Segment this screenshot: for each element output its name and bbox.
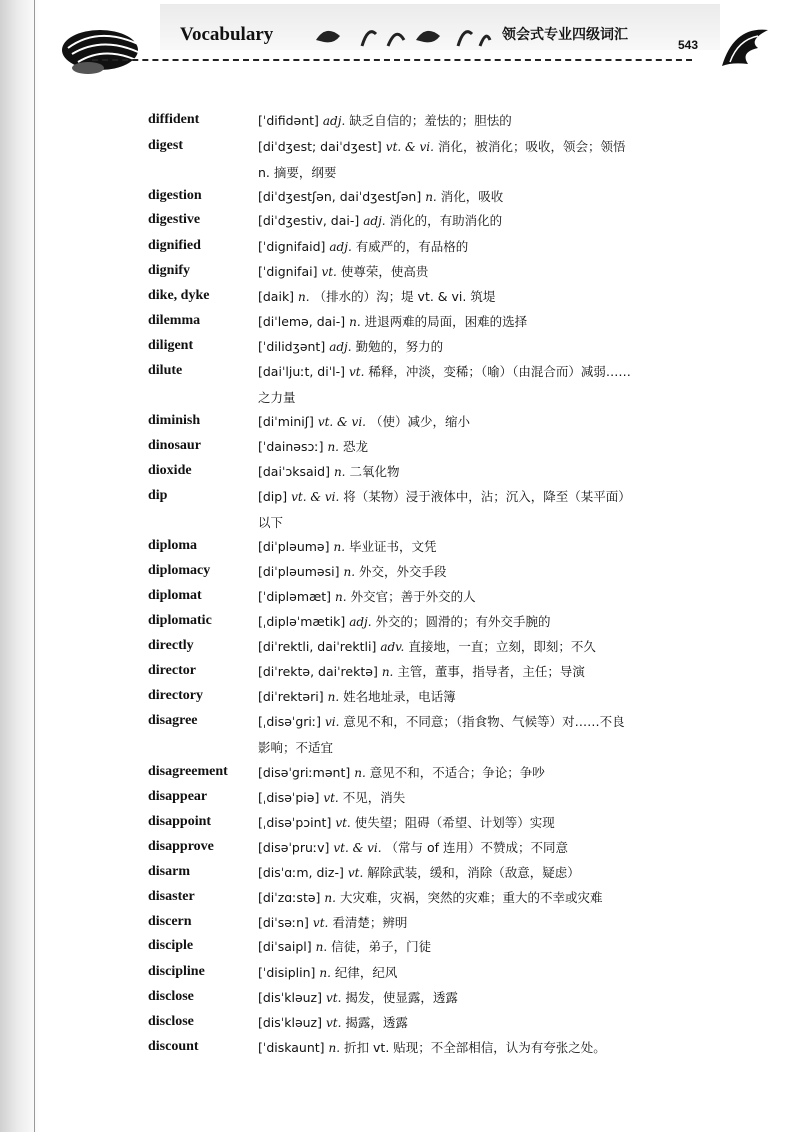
entry-definition	[258, 910, 718, 936]
entry-part-of-speech: vt.	[323, 791, 339, 805]
entry-phonetic: [diˈzɑːstə]	[258, 890, 321, 905]
entry-phonetic: [ˈdiskaunt]	[258, 1040, 325, 1055]
entry-definition	[258, 284, 718, 310]
entry-meaning: 恐龙	[342, 439, 368, 454]
entry-part-of-speech: n.	[425, 190, 437, 204]
entry-meaning: 使失望；阻碍（希望、计划等）实现	[354, 815, 555, 830]
entry-meaning: 消化，吸收	[440, 189, 504, 204]
entry-part-of-speech: adj.	[329, 240, 352, 254]
entry-word: disarm	[148, 864, 190, 879]
entry-meaning: 进退两难的局面，困难的选择	[364, 314, 528, 329]
entry-word: diploma	[148, 538, 198, 553]
entry-phonetic: [daiˈljuːt, diˈl-]	[258, 364, 346, 379]
entry-meaning: 消化的，有助消化的	[389, 213, 503, 228]
entry-word: diminish	[148, 413, 201, 428]
entry-definition	[258, 609, 718, 635]
entry-word: discern	[148, 914, 192, 929]
entry-meaning: 纪律，纪风	[334, 965, 398, 980]
entry-word: disciple	[148, 938, 194, 953]
entry-meaning: 揭露，透露	[345, 1015, 408, 1030]
entry-definition	[258, 434, 718, 460]
entry-part-of-speech: n.	[335, 590, 347, 604]
entry-definition	[258, 208, 718, 234]
entry-phonetic: [disəˈpruːv]	[258, 840, 330, 855]
entry-part-of-speech: n.	[298, 290, 310, 304]
entry-part-of-speech: vi.	[324, 715, 340, 729]
entry-part-of-speech: n.	[327, 690, 340, 704]
entry-phonetic: [ˌdisəˈpɔint]	[258, 815, 332, 830]
entry-meaning: （使）减少，缩小	[369, 414, 470, 429]
header-title: Vocabulary	[180, 24, 274, 45]
wing-ornament-icon	[718, 22, 770, 78]
entry-phonetic: [ˈdignifai]	[258, 264, 318, 279]
entry-word: digest	[148, 138, 183, 153]
entry-part-of-speech: vt.	[312, 916, 329, 930]
entry-part-of-speech: vt. & vi.	[333, 841, 382, 855]
entry-phonetic: [daiˈɔksaid]	[258, 464, 330, 479]
entry-phonetic: [daik]	[258, 289, 295, 304]
entry-part-of-speech: adj.	[363, 214, 386, 228]
entry-word: disagree	[148, 713, 198, 728]
entry-word: director	[148, 663, 196, 678]
entry-word: digestion	[148, 188, 202, 203]
entry-definition	[258, 835, 718, 861]
entry-definition	[258, 184, 718, 210]
entry-definition	[258, 885, 718, 911]
entry-part-of-speech: vt.	[325, 1016, 342, 1030]
entry-word: dignified	[148, 238, 201, 253]
entry-phonetic: [ˈdipləmæt]	[258, 589, 332, 604]
entry-part-of-speech: n.	[328, 1041, 341, 1055]
entry-definition	[258, 359, 718, 410]
entry-phonetic: [diˈpləumə]	[258, 539, 330, 554]
entry-part-of-speech: n.	[354, 766, 366, 780]
entry-meaning: 信徒，弟子，门徒	[331, 939, 432, 954]
entry-word: disclose	[148, 989, 194, 1004]
entry-part-of-speech: adj.	[322, 114, 346, 128]
entry-part-of-speech: vt.	[321, 265, 337, 279]
entry-definition	[258, 684, 718, 710]
entry-phonetic: [diˈrektə, daiˈrektə]	[258, 664, 378, 679]
entry-meaning: 主管，董事，指导者，主任；导演	[397, 664, 585, 679]
page-number: 543	[678, 38, 699, 52]
entry-meaning: （常与 of 连用）不赞成；不同意	[385, 840, 569, 855]
entry-phonetic: [diˈpləuməsi]	[258, 564, 340, 579]
entry-word: disappear	[148, 789, 208, 804]
swirl-ornament-icon	[312, 20, 492, 50]
entry-part-of-speech: vt.	[347, 866, 364, 880]
entry-definition	[258, 785, 718, 811]
entry-meaning: 勤勉的，努力的	[355, 339, 444, 354]
entry-word: discount	[148, 1039, 199, 1054]
entry-phonetic: [diˈlemə, dai-]	[258, 314, 346, 329]
entry-part-of-speech: adj.	[349, 615, 372, 629]
entry-word: dike, dyke	[148, 288, 210, 303]
entry-definition	[258, 1035, 718, 1061]
entry-part-of-speech: n.	[319, 966, 331, 980]
entry-part-of-speech: vt.	[325, 991, 342, 1005]
entry-phonetic: [disəˈgriːmənt]	[258, 765, 351, 780]
entry-phonetic: [diˈrektli, daiˈrektli]	[258, 639, 377, 654]
entry-part-of-speech: vt. & vi.	[385, 140, 434, 154]
entry-meaning: 二氧化物	[349, 464, 400, 479]
entry-word: diplomatic	[148, 613, 212, 628]
entry-word: diligent	[148, 338, 194, 353]
entry-part-of-speech: n.	[324, 891, 336, 905]
entry-meaning: 解除武装，缓和，消除（敌意，疑虑）	[367, 865, 580, 880]
entry-meaning: 看清楚；辨明	[332, 915, 408, 930]
entry-meaning: 毕业证书，文凭	[349, 539, 437, 554]
entry-word: discipline	[148, 964, 205, 979]
entry-meaning: 不见，消失	[342, 790, 406, 805]
entry-definition	[258, 985, 718, 1011]
entry-phonetic: [ˌdipləˈmætik]	[258, 614, 346, 629]
entry-meaning: 直接地，一直；立刻，即刻；不久	[408, 639, 596, 654]
entry-definition	[258, 659, 718, 685]
header-subtitle: 领会式专业四级词汇	[502, 27, 628, 43]
page-header	[50, 0, 770, 78]
entry-definition	[258, 334, 718, 360]
entry-part-of-speech: n.	[343, 565, 356, 579]
entry-part-of-speech: n.	[333, 540, 346, 554]
entry-part-of-speech: vt.	[349, 365, 365, 379]
header-dashed-rule	[92, 59, 692, 61]
entry-phonetic: [ˈdainəsɔː]	[258, 439, 324, 454]
entry-word: diplomacy	[148, 563, 211, 578]
entry-word: disapprove	[148, 839, 214, 854]
entry-meaning: （排水的）沟；堤 vt. & vi. 筑堤	[313, 289, 496, 304]
entry-definition	[258, 234, 718, 260]
entry-definition	[258, 559, 718, 585]
entry-meaning: 将（某物）浸于液体中，沾；沉入，降至（某平面）	[343, 489, 631, 504]
entry-word: disagreement	[148, 764, 228, 779]
entry-definition	[258, 459, 718, 485]
entry-phonetic: [diˈsəːn]	[258, 915, 309, 930]
entry-part-of-speech: n.	[349, 315, 361, 329]
entry-phonetic: [diˈsaipl]	[258, 939, 312, 954]
entry-phonetic: [ˈdisiplin]	[258, 965, 316, 980]
entry-phonetic: [ˌdisəˈgriː]	[258, 714, 321, 729]
entry-meaning: 稀释，冲淡，变稀；（喻）（由混合而）减弱……	[368, 364, 631, 379]
entry-phonetic: [disˈkləuz]	[258, 1015, 322, 1030]
entry-word: dioxide	[148, 463, 192, 478]
entry-phonetic: [ˈdilidʒənt]	[258, 339, 326, 354]
entry-phonetic: [diˈrektəri]	[258, 689, 324, 704]
entry-word: disclose	[148, 1014, 194, 1029]
entry-part-of-speech: n.	[381, 665, 394, 679]
entry-part-of-speech: n.	[327, 440, 339, 454]
entry-phonetic: [diˈdʒestiv, dai-]	[258, 213, 360, 228]
entry-meaning: 外交的；圆滑的；有外交手腕的	[375, 614, 551, 629]
entry-phonetic: [diˈdʒest; daiˈdʒest]	[258, 139, 382, 154]
entry-meaning: 使尊荣，使高贵	[340, 264, 429, 279]
page-edge-line	[34, 0, 35, 1132]
entry-meaning: 意见不和，不同意；（指食物、气候等）对……不良	[343, 714, 625, 729]
entry-word: diplomat	[148, 588, 202, 603]
entry-part-of-speech: vt.	[335, 816, 351, 830]
entry-definition	[258, 134, 718, 185]
entry-part-of-speech: adj.	[329, 340, 352, 354]
entry-definition	[258, 108, 718, 134]
entry-phonetic: [disˈɑːm, diz-]	[258, 865, 344, 880]
entry-meaning-continued: n. 摘要，纲要	[258, 165, 337, 180]
entry-phonetic: [diˈdʒestʃən, daiˈdʒestʃən]	[258, 189, 422, 204]
entry-word: dinosaur	[148, 438, 201, 453]
entry-part-of-speech: n.	[315, 940, 328, 954]
entry-meaning: 揭发，使显露，透露	[345, 990, 458, 1005]
entry-definition	[258, 934, 718, 960]
entry-definition	[258, 1010, 718, 1036]
entry-word: digestive	[148, 212, 201, 227]
entry-meaning-continued: 以下	[258, 515, 284, 530]
entry-meaning: 姓名地址录，电话簿	[343, 689, 456, 704]
entry-word: directly	[148, 638, 194, 653]
entry-phonetic: [ˈdifidənt]	[258, 113, 319, 128]
entry-part-of-speech: vt. & vi.	[291, 490, 340, 504]
entry-part-of-speech: n.	[333, 465, 346, 479]
entry-definition	[258, 484, 718, 535]
entry-definition	[258, 309, 718, 335]
entry-phonetic: [ˌdisəˈpiə]	[258, 790, 320, 805]
entry-definition	[258, 534, 718, 560]
entry-word: dilemma	[148, 313, 201, 328]
entry-phonetic: [diˈminiʃ]	[258, 414, 314, 429]
entry-word: dip	[148, 488, 168, 503]
entry-definition	[258, 960, 718, 986]
entry-meaning: 折扣 vt. 贴现；不全部相信，认为有夸张之处。	[344, 1040, 606, 1055]
entry-definition	[258, 409, 718, 435]
entry-part-of-speech: vt. & vi.	[317, 415, 366, 429]
entry-definition	[258, 810, 718, 836]
entry-meaning: 外交，外交手段	[359, 564, 447, 579]
entry-meaning: 缺乏自信的；羞怯的；胆怯的	[349, 113, 512, 128]
entry-word: directory	[148, 688, 203, 703]
entry-definition	[258, 709, 718, 760]
entry-word: disaster	[148, 889, 195, 904]
entry-word: dilute	[148, 363, 183, 378]
entry-meaning: 大灾难，灾祸，突然的灾难；重大的不幸或灾难	[339, 890, 603, 905]
entry-word: disappoint	[148, 814, 212, 829]
entry-meaning: 有威严的，有品格的	[355, 239, 469, 254]
entry-meaning-continued: 之力量	[258, 390, 296, 405]
entry-definition	[258, 860, 718, 886]
entry-definition	[258, 760, 718, 786]
entry-meaning: 意见不和，不适合；争论；争吵	[369, 765, 545, 780]
entry-meaning: 消化，被消化；吸收，领会；领悟	[437, 139, 626, 154]
entry-word: diffident	[148, 112, 200, 127]
entry-phonetic: [disˈkləuz]	[258, 990, 322, 1005]
entry-definition	[258, 584, 718, 610]
entry-definition	[258, 259, 718, 285]
flower-ornament-icon	[58, 18, 148, 78]
entry-word: dignify	[148, 263, 191, 278]
entry-meaning-continued: 影响；不适宜	[258, 740, 334, 755]
entry-part-of-speech: adv.	[380, 640, 405, 654]
entry-phonetic: [ˈdignifaid]	[258, 239, 326, 254]
entry-meaning: 外交官；善于外交的人	[350, 589, 476, 604]
entry-definition	[258, 634, 718, 660]
entry-phonetic: [dip]	[258, 489, 288, 504]
